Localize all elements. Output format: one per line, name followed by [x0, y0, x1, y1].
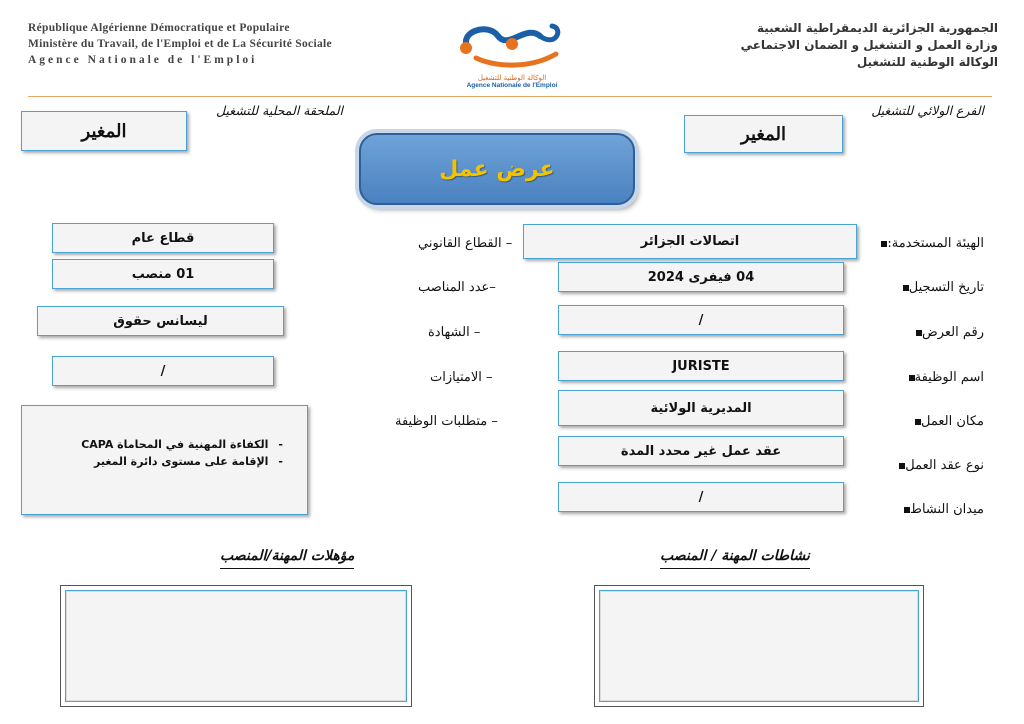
list-item: -الكفاءة المهنية في المحاماة CAPA [81, 438, 283, 451]
logo-caption-ar: الوكالة الوطنية للتشغيل [477, 74, 547, 82]
field-label-activity-field: ميدان النشاط [896, 502, 984, 517]
header-ar-agency: الوكالة الوطنية للتشغيل [856, 55, 998, 69]
job-offer-title-text: عرض عمل [439, 156, 555, 182]
field-value-offer-number: / [558, 305, 844, 335]
dash-icon: - [278, 455, 283, 468]
header-arabic [741, 20, 998, 71]
field-label-registration-date: تاريخ التسجيل [895, 280, 984, 295]
header-ar-republic: الجمهورية الجزائرية الديمقراطية الشعبية [756, 21, 998, 35]
requirements-list [81, 436, 283, 470]
qualifications-section-title: مؤهلات المهنة/المنصب [220, 548, 354, 569]
field-value-diploma: ليسانس حقوق [37, 306, 284, 336]
dash-icon: - [278, 438, 283, 451]
field-label-contract-type: نوع عقد العمل [891, 458, 984, 473]
field-value-legal-sector: قطاع عام [52, 223, 274, 253]
local-annex-value: المغير [21, 111, 187, 151]
activities-section-title: نشاطات المهنة / المنصب [660, 548, 810, 569]
field-label-legal-sector: – القطاع القانوني [418, 236, 513, 251]
field-label-benefits: – الامتيازات [430, 370, 493, 385]
field-label-positions-count: –عدد المناصب [418, 280, 496, 295]
field-value-workplace: المديرية الولائية [558, 390, 844, 426]
local-annex-label: الملحقة المحلية للتشغيل [216, 103, 344, 118]
qualifications-box-inner [65, 590, 407, 702]
field-value-benefits: / [52, 356, 274, 386]
anem-logo [448, 18, 576, 90]
list-item: -الإقامة على مستوى دائرة المغير [94, 455, 283, 468]
anem-logo-icon [448, 18, 576, 70]
header-ar-ministry: وزارة العمل و التشغيل و الضمان الاجتماعي [740, 38, 998, 52]
logo-caption-fr: Agence Nationale de l'Emploi [466, 82, 558, 89]
header-fr-ministry: Ministère du Travail, de l'Emploi et de La Sécurité Sociale [28, 38, 332, 50]
job-requirements-box [21, 405, 308, 515]
qualifications-box [60, 585, 412, 707]
header-fr-agency: Agence Nationale de l'Emploi [28, 54, 258, 66]
field-label-employer: الهيئة المستخدمة: [873, 236, 984, 251]
header-divider [28, 96, 992, 97]
header-fr-republic: République Algérienne Démocratique et Populaire [28, 22, 290, 34]
header-french [28, 20, 332, 68]
field-label-job-name: اسم الوظيفة [901, 370, 984, 385]
wilaya-branch-value: المغير [684, 115, 843, 153]
field-label-workplace: مكان العمل [907, 414, 984, 429]
field-value-contract-type: عقد عمل غير محدد المدة [558, 436, 844, 466]
job-offer-title [359, 133, 635, 205]
field-value-job-name: JURISTE [558, 351, 844, 381]
activities-box-inner [599, 590, 919, 702]
field-label-diploma: – الشهادة [428, 325, 481, 340]
field-value-employer: اتصالات الجزائر [523, 224, 857, 259]
activities-box [594, 585, 924, 707]
field-label-offer-number: رقم العرض [908, 325, 984, 340]
field-value-registration-date: 04 فيفرى 2024 [558, 262, 844, 292]
field-value-positions-count: 01 منصب [52, 259, 274, 289]
field-value-activity-field: / [558, 482, 844, 512]
wilaya-branch-label: الفرع الولائي للتشغيل [871, 103, 984, 118]
field-label-job-requirements: – متطلبات الوظيفة [395, 414, 498, 429]
